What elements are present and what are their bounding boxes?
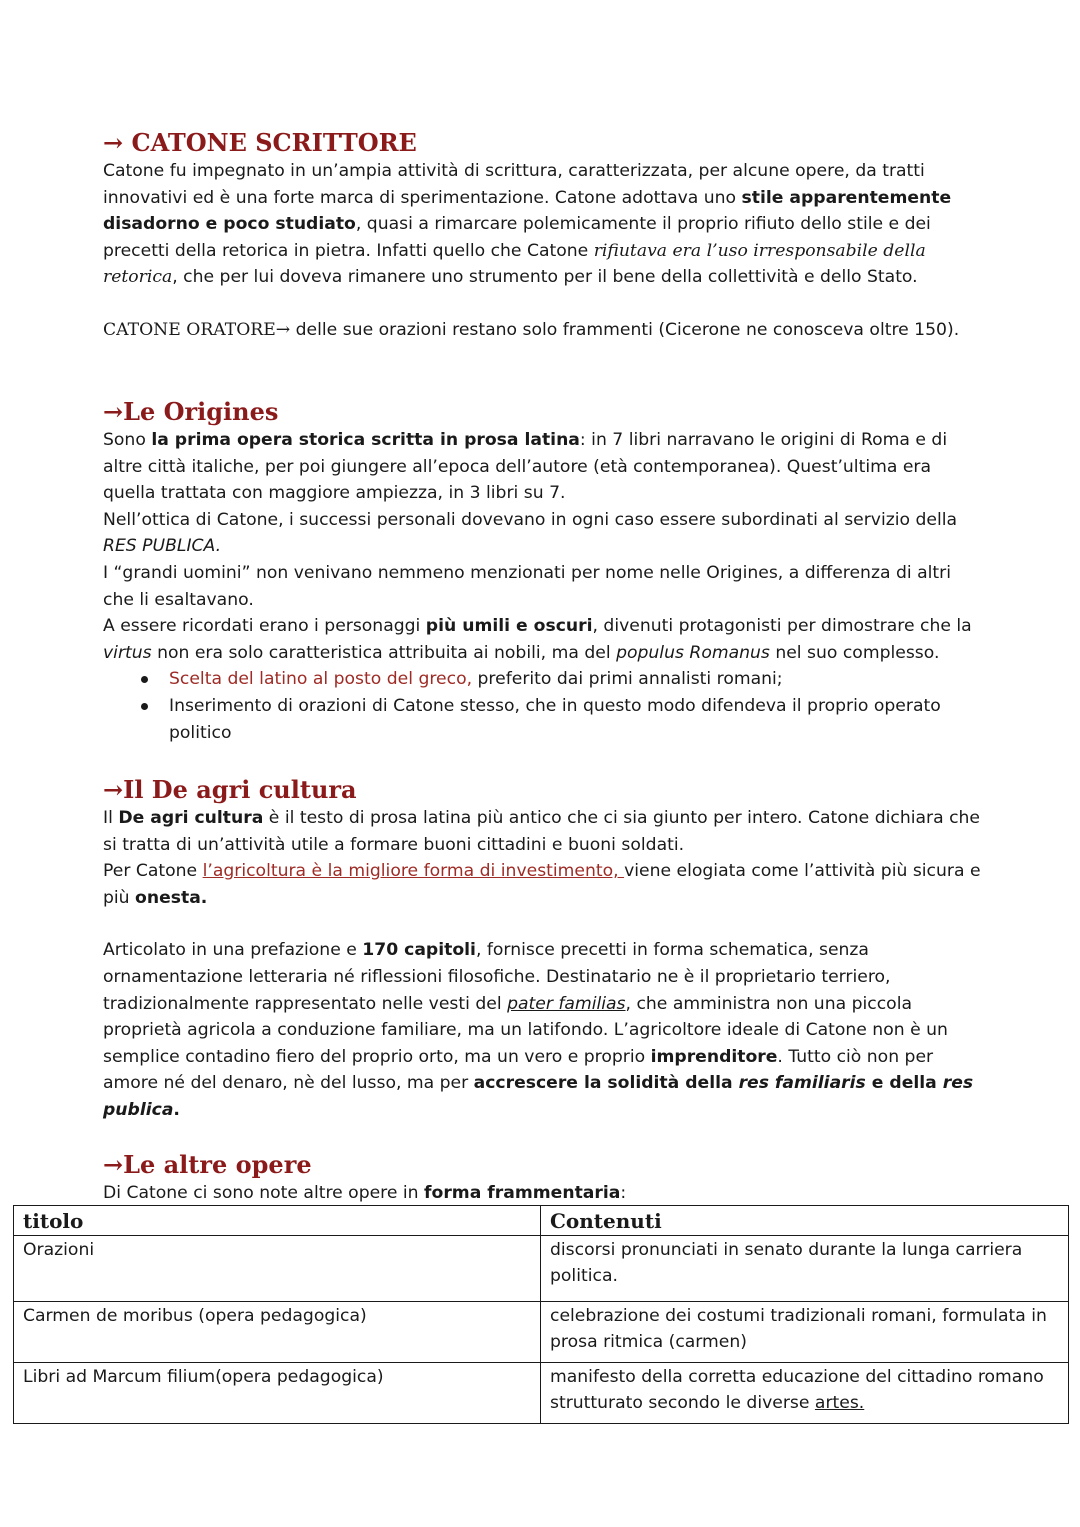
italic-run: pater familias	[507, 993, 626, 1014]
heading-origines: →Le Origines	[103, 397, 279, 426]
text-run: Catone fu impegnato in un’ampia attività di scrittura, caratterizzata, per alcune opere, da tratti innovativi ed è una forte marca di sperimentazione. Catone adottava uno	[103, 161, 925, 208]
text-run: , fornisce precetti in forma schematica, senza ornamentazione letteraria né riflessioni filosofiche. Destinatario ne è il proprietario terriero, tradizionalmente rappresentato nelle vesti del	[103, 940, 891, 1014]
text-run: Inserimento di orazioni di Catone stesso, che in questo modo difendeva il proprio operato politico	[169, 695, 941, 743]
text-run: Per Catone	[103, 861, 203, 882]
bold-run: stile apparentemente disadorno e poco studiato	[103, 187, 952, 235]
paragraph-stile	[103, 158, 983, 291]
text-run: , che amministra non una piccola proprietà agricola a conduzione familiare, ma un latifondo. L’agricoltore ideale di Catone non è un semplice contadino fiero del proprio orto, ma un vero e proprio	[103, 993, 948, 1067]
text-run: Di Catone ci sono note altre opere in	[103, 1183, 425, 1203]
cell-title: Carmen de moribus (opera pedagogica)	[14, 1301, 541, 1362]
bold-run: imprenditore	[650, 1046, 778, 1067]
text-run: delle sue orazioni restano solo frammenti (Cicerone ne conosceva oltre 150).	[290, 319, 960, 340]
section-de-agri-cultura	[103, 775, 983, 1124]
paragraph-origines-3: I “grandi uomini” non venivano nemmeno menzionati per nome nelle Origines, a differenza di altri che li esaltavano.	[103, 562, 952, 610]
paragraph-agri-2	[103, 858, 983, 911]
text-run: è il testo di prosa latina più antico che ci sia giunto per intero. Catone dichiara che si tratta di un’attività utile a formare buoni cittadini e buoni soldati.	[103, 808, 981, 855]
bullet-dot-icon	[141, 703, 148, 710]
cell-content: celebrazione dei costumi tradizionali romani, formulata in prosa ritmica (carmen)	[541, 1301, 1069, 1362]
list-item	[103, 693, 983, 746]
red-run: Scelta del latino al posto del greco,	[169, 669, 473, 690]
text-run: A essere ricordati erano i personaggi	[103, 616, 426, 637]
italic-run: RES PUBLICA.	[103, 536, 222, 557]
paragraph-agri-1	[103, 805, 983, 858]
cell-content	[541, 1362, 1069, 1423]
cell-content: discorsi pronunciati in senato durante la lunga carriera politica.	[541, 1235, 1069, 1301]
paragraph-altre-intro	[103, 1180, 983, 1207]
works-table	[13, 1205, 1069, 1424]
paragraph-origines-1	[103, 427, 983, 507]
paragraph-oratore	[103, 317, 983, 344]
paragraph-origines-4	[103, 613, 983, 666]
bold-run: 170 capitoli	[362, 940, 476, 961]
bold-italic-run: res familiaris	[738, 1073, 866, 1094]
text-run: . Tutto ciò non per amore né del denaro, nè del lusso, ma per	[103, 1046, 934, 1094]
bold-run: e della	[865, 1073, 943, 1094]
table-row	[14, 1235, 1069, 1301]
bold-run: forma frammentaria	[424, 1183, 621, 1203]
paragraph-origines-2	[103, 507, 983, 560]
table-header-row	[14, 1206, 1069, 1236]
oratore-label: CATONE ORATORE→	[103, 319, 291, 340]
heading-altre-opere: →Le altre opere	[103, 1150, 312, 1179]
table-row	[14, 1301, 1069, 1362]
table-row	[14, 1362, 1069, 1423]
header-cell-titolo: titolo	[14, 1206, 541, 1236]
cell-title: Libri ad Marcum filium(opera pedagogica)	[14, 1362, 541, 1423]
heading-de-agri-cultura: →Il De agri cultura	[103, 775, 357, 804]
bold-run: De agri cultura	[118, 808, 264, 828]
heading-catone-scrittore: → CATONE SCRITTORE	[103, 128, 417, 157]
text-run: nel suo complesso.	[769, 642, 940, 663]
underlined-run: artes.	[814, 1393, 865, 1414]
text-run: Nell’ottica di Catone, i successi personali dovevano in ogni caso essere subordinati al servizio della	[103, 509, 958, 530]
bold-run: .	[173, 1099, 180, 1120]
section-origines	[103, 397, 983, 746]
text-run: , che per lui doveva rimanere uno strumento per il bene della collettività e dello Stato.	[172, 267, 918, 288]
text-run: , quasi a rimarcare polemicamente il proprio rifiuto dello stile e dei precetti della retorica in pietra. Infatti quello che Catone	[103, 214, 931, 261]
bold-run: onesta.	[135, 887, 208, 908]
bold-run: più umili e oscuri	[425, 616, 593, 637]
text-run: preferito dai primi annalisti romani;	[472, 669, 783, 690]
origines-bullet-list	[103, 666, 983, 746]
red-underlined-run: l’agricoltura è la migliore forma di investimento,	[202, 861, 625, 882]
list-item	[103, 666, 983, 693]
cell-title: Orazioni	[14, 1235, 541, 1301]
bold-run: accrescere la solidità della	[473, 1073, 739, 1094]
bullet-dot-icon	[141, 676, 148, 683]
text-run: , divenuti protagonisti per dimostrare che la	[592, 616, 972, 637]
bold-italic-run: res publica	[103, 1073, 974, 1120]
bold-run: la prima opera storica scritta in prosa latina	[151, 430, 580, 450]
text-run: viene elogiata come l’attività più sicura e più	[103, 861, 981, 908]
text-run: manifesto della corretta educazione del cittadino romano strutturato secondo le diverse	[550, 1366, 1044, 1414]
text-run: :	[620, 1183, 627, 1203]
italic-run: rifiutava era l’uso irresponsabile della retorica	[103, 240, 926, 288]
header-cell-contenuti: Contenuti	[541, 1206, 1069, 1236]
paragraph-agri-3	[103, 937, 983, 1123]
section-catone-scrittore	[103, 128, 983, 344]
text-run: : in 7 libri narravano le origini di Roma e di altre città italiche, per poi giungere all’epoca dell’autore (età contemporanea). Quest’ultima era quella trattata con maggiore ampiezza, in 3 libri su 7.	[103, 430, 948, 504]
text-run: Il	[103, 808, 119, 828]
italic-run: virtus	[103, 642, 152, 663]
section-altre-opere	[103, 1150, 983, 1207]
text-run: non era solo caratteristica attribuita ai nobili, ma del	[151, 642, 617, 663]
text-run: Sono	[103, 430, 152, 450]
italic-run: populus Romanus	[616, 642, 770, 663]
text-run: Articolato in una prefazione e	[103, 940, 363, 961]
